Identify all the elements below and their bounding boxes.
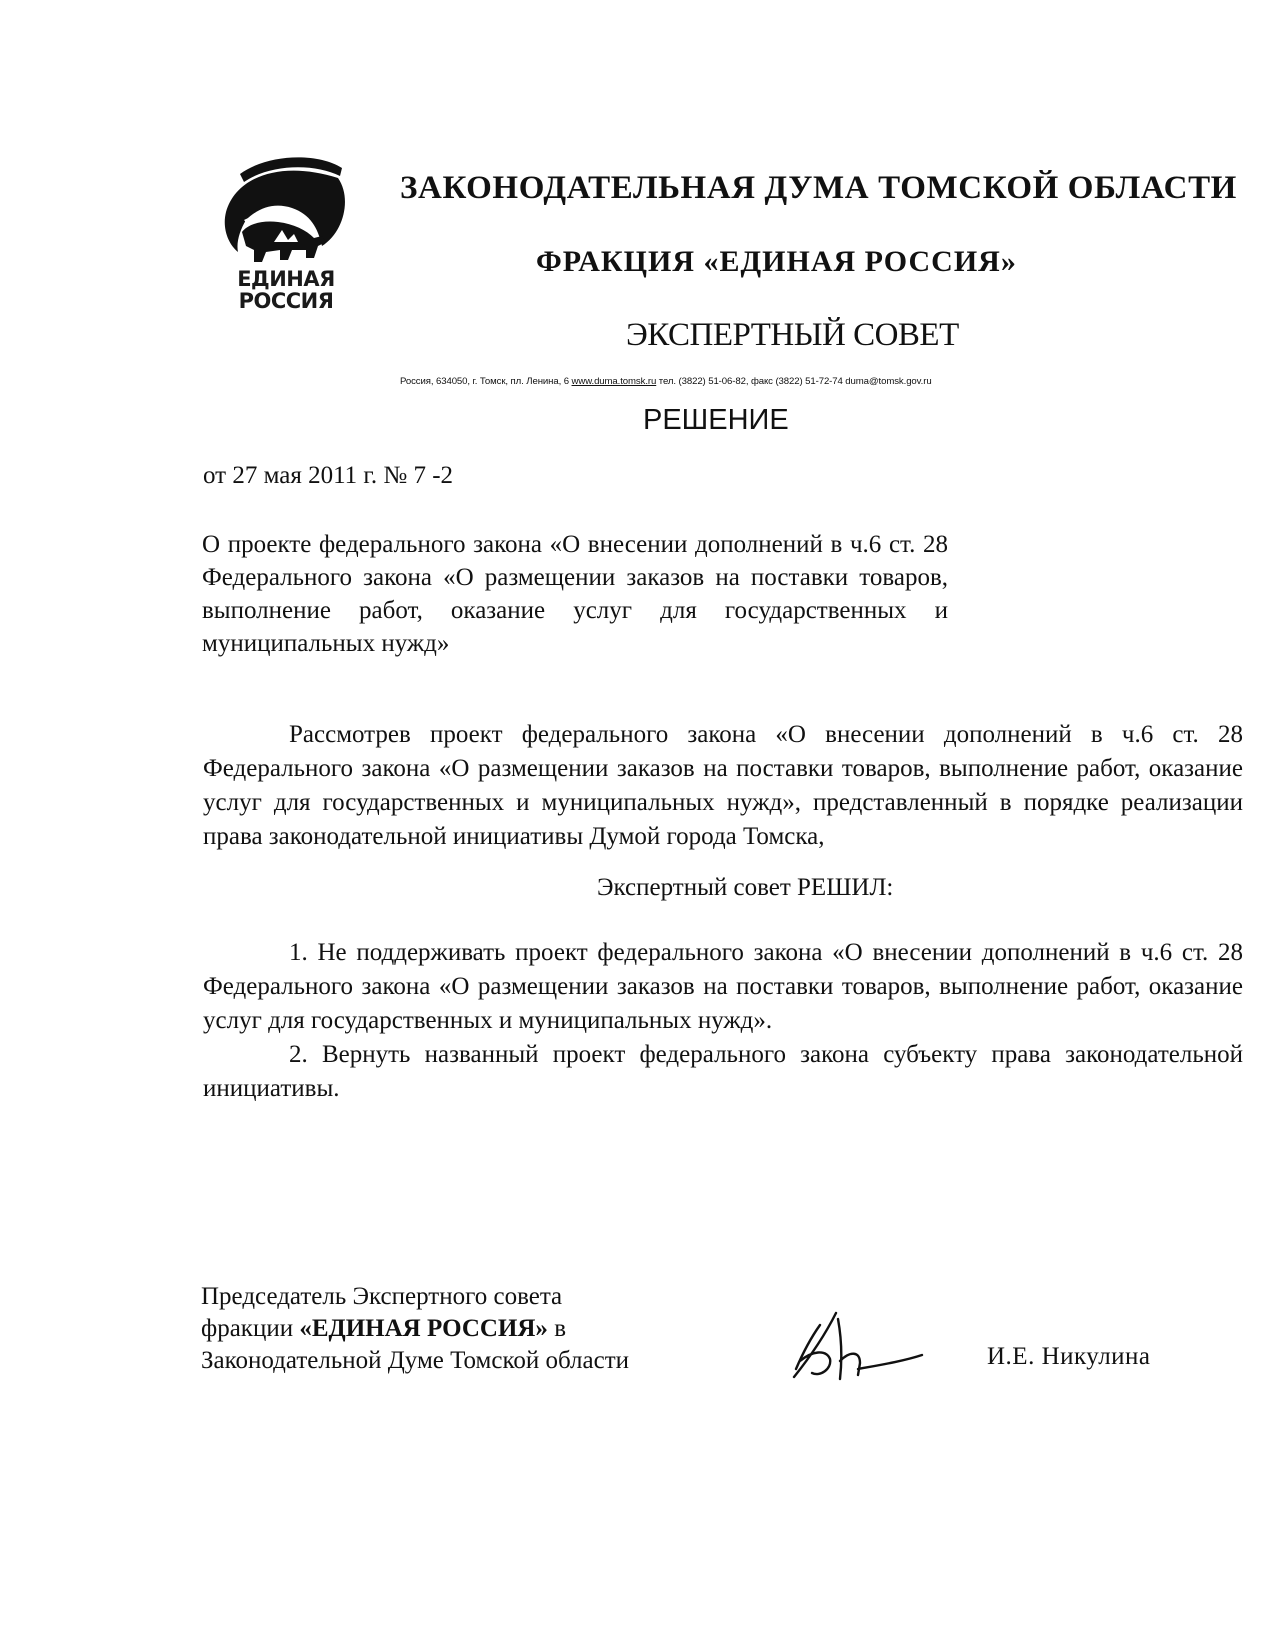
resolution-item-1: 1. Не поддерживать проект федерального закона «О внесении дополнений в ч.6 ст. 28 Федерального закона «О размещении заказов на поставки товаров, выполнение работ, оказание услуг для государственных и муниципальных нужд». [203, 939, 1243, 1034]
resolution-items [203, 936, 1243, 1106]
signer-name: И.Е. Никулина [987, 1343, 1151, 1370]
resolution-item-2: 2. Вернуть названный проект федерального закона субъекту права законодательной инициативы. [203, 1041, 1243, 1102]
faction-title: ФРАКЦИЯ «ЕДИНАЯ РОССИЯ» [536, 245, 1017, 278]
organization-title: ЗАКОНОДАТЕЛЬНАЯ ДУМА ТОМСКОЙ ОБЛАСТИ [400, 170, 1237, 206]
website-link[interactable]: www.duma.tomsk.ru [571, 376, 657, 387]
document-subject: О проекте федерального закона «О внесении дополнений в ч.6 ст. 28 Федерального закона «О размещении заказов на поставки товаров, выполнение работ, оказание услуг для государственных и муниципальных нужд» [202, 531, 948, 657]
signer-title-line2-suffix: в [547, 1315, 566, 1342]
party-logo [222, 150, 352, 322]
preamble-paragraph: Рассмотрев проект федерального закона «О внесении дополнений в ч.6 ст. 28 Федерального закона «О размещении заказов на поставки товаров, выполнение работ, оказание услуг для государственных и муниципальных нужд», представленный в порядке реализации права законодательной инициативы Думой города Томска, [203, 721, 1243, 850]
signer-title-line2 [201, 1313, 721, 1345]
logo-text-line1: ЕДИНАЯ [237, 267, 335, 291]
logo-text [222, 268, 350, 312]
address-line [400, 376, 1190, 387]
handwritten-signature [780, 1305, 930, 1387]
date-and-number: от 27 мая 2011 г. № 7 -2 [203, 462, 454, 489]
signer-title-line1: Председатель Экспертного совета [201, 1283, 563, 1310]
council-title: ЭКСПЕРТНЫЙ СОВЕТ [626, 317, 959, 353]
signer-title [201, 1281, 721, 1377]
logo-text-line2: РОССИЯ [238, 289, 334, 313]
signer-title-party: «ЕДИНАЯ РОССИЯ» [299, 1315, 548, 1342]
address-suffix: тел. (3822) 51-06-82, факс (3822) 51-72-74 duma@tomsk.gov.ru [656, 376, 932, 387]
document-type-title: РЕШЕНИЕ [643, 404, 789, 436]
bear-flag-emblem-icon [222, 150, 352, 270]
signer-title-line2-prefix: фракции [201, 1315, 300, 1342]
resolution-heading: Экспертный совет РЕШИЛ: [597, 874, 894, 901]
signer-title-line3: Законодательной Думе Томской области [201, 1347, 630, 1374]
address-prefix: Россия, 634050, г. Томск, пл. Ленина, 6 [400, 376, 572, 387]
